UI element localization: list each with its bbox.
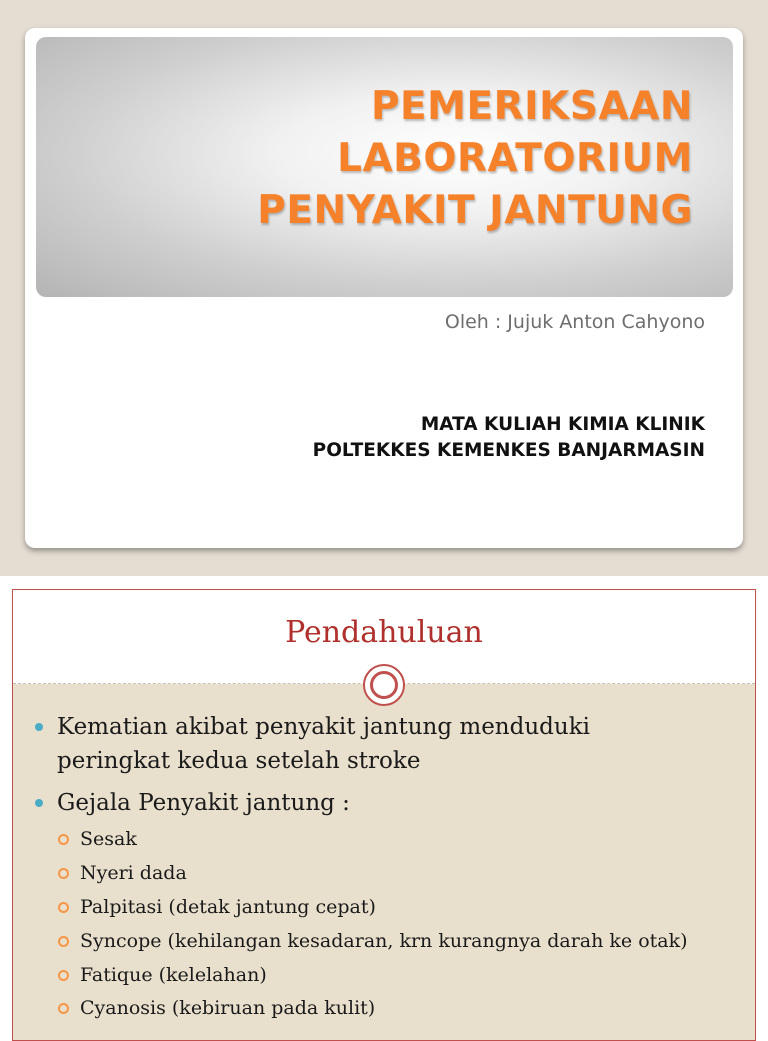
ring-bullet-icon bbox=[58, 868, 69, 879]
title-line-2: LABORATORIUM bbox=[337, 136, 693, 181]
course-info bbox=[313, 412, 705, 464]
bullet-text: Gejala Penyakit jantung : bbox=[57, 790, 350, 816]
divider-circle-ornament bbox=[363, 664, 405, 706]
sub-bullet-item bbox=[80, 894, 376, 920]
bullet-item bbox=[57, 786, 707, 820]
bullet-dot-icon bbox=[35, 799, 43, 807]
sub-bullet-text: Fatique (kelelahan) bbox=[80, 964, 267, 986]
ring-bullet-icon bbox=[58, 970, 69, 981]
divider-circle-inner bbox=[370, 671, 398, 699]
author-line: Oleh : Jujuk Anton Cahyono bbox=[444, 311, 705, 333]
ring-bullet-icon bbox=[58, 834, 69, 845]
title-panel bbox=[36, 37, 733, 297]
course-line-1: MATA KULIAH KIMIA KLINIK bbox=[420, 414, 705, 435]
sub-bullet-text: Cyanosis (kebiruan pada kulit) bbox=[80, 997, 376, 1019]
sub-bullet-item bbox=[80, 826, 137, 852]
title-line-3: PENYAKIT JANTUNG bbox=[257, 188, 693, 233]
sub-bullet-item bbox=[80, 995, 375, 1021]
slide-2 bbox=[12, 589, 756, 1041]
sub-bullet-text: Sesak bbox=[80, 828, 137, 850]
ring-bullet-icon bbox=[58, 936, 69, 947]
bullet-text: Kematian akibat penyakit jantung menduduki peringkat kedua setelah stroke bbox=[57, 714, 590, 774]
sub-bullet-text: Palpitasi (detak jantung cepat) bbox=[80, 896, 376, 918]
slide-2-title: Pendahuluan bbox=[285, 615, 483, 650]
sub-bullet-item bbox=[80, 962, 267, 988]
slide-title bbox=[257, 81, 693, 237]
bullet-dot-icon bbox=[35, 723, 43, 731]
title-line-1: PEMERIKSAAN bbox=[370, 84, 693, 129]
sub-bullet-item bbox=[80, 860, 187, 886]
sub-bullet-text: Nyeri dada bbox=[80, 862, 187, 884]
course-line-2: POLTEKKES KEMENKES BANJARMASIN bbox=[312, 440, 705, 461]
sub-bullet-item bbox=[80, 928, 688, 954]
ring-bullet-icon bbox=[58, 902, 69, 913]
bullet-item bbox=[57, 710, 707, 778]
sub-bullet-text: Syncope (kehilangan kesadaran, krn kurangnya darah ke otak) bbox=[80, 930, 688, 952]
ring-bullet-icon bbox=[58, 1003, 69, 1014]
slide-1-card bbox=[25, 28, 743, 548]
